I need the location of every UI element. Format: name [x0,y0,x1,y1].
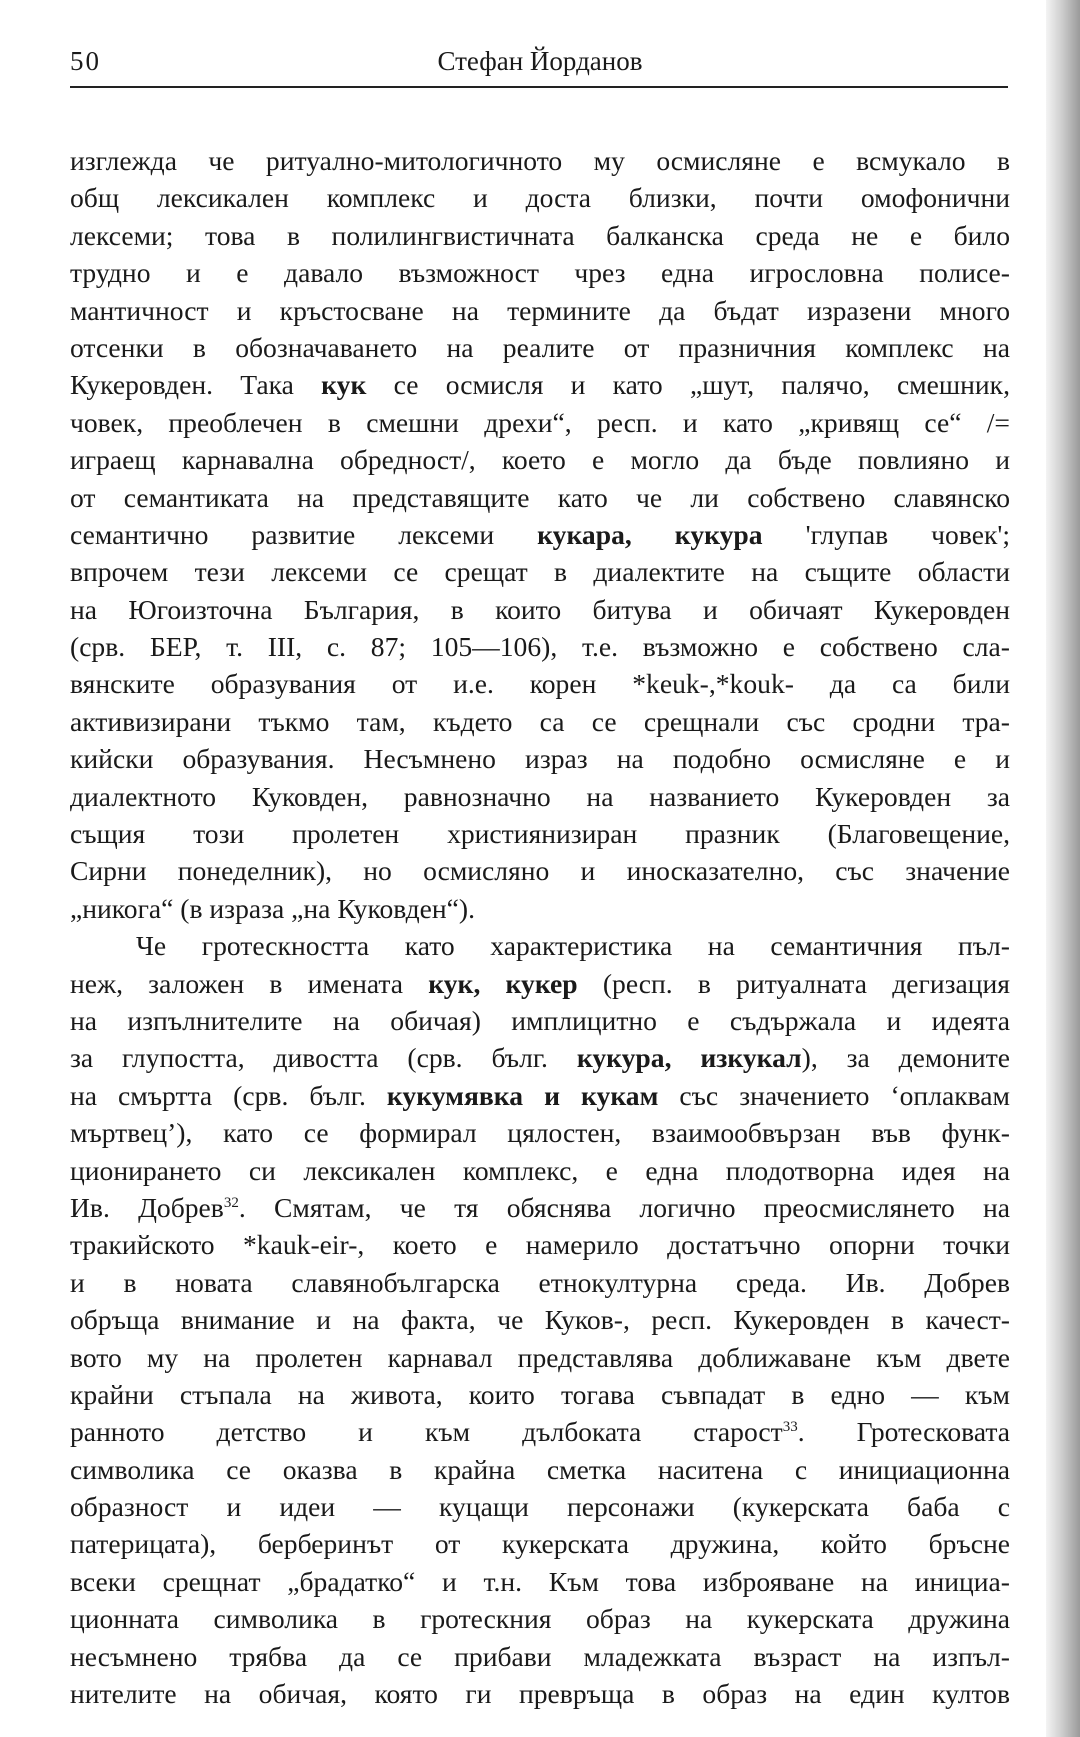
text-line [70,516,1010,553]
text-line [70,1226,1010,1263]
text-line [70,740,1010,777]
text-run: нителите на обичая, която ги превръща в образ на един култов [70,1678,1010,1710]
text-line [70,852,1010,889]
text-line [70,1638,1010,1675]
text-run: образност и идеи — куцащи персонажи (кукерската баба с [70,1491,1010,1523]
bold-term: кукура, изкукал [576,1042,802,1074]
text-run: ционирането си лексикален комплекс, е една плодотворна идея на [70,1154,1010,1186]
text-line [70,254,1010,291]
text-line [70,1525,1010,1562]
text-line [70,1413,1010,1450]
text-run: диалектното Куковден, равнозначно на названието Кукеровден за [70,780,1010,812]
text-line [70,815,1010,852]
text-run: лексеми; това в полилингвистичната балканска среда не е било [70,219,1010,251]
text-line [70,665,1010,702]
page-edge-shadow [1046,0,1080,1737]
text-line [70,1451,1010,1488]
text-run: изглежда че ритуално-митологичното му осмисляне е всмукало в [70,145,1010,176]
bold-term: кук, кукер [428,967,578,999]
text-line [70,890,1010,927]
text-run: от семантиката на представящите като че ли собствено славянско [70,481,1010,513]
running-head: Стефан Йорданов [437,46,643,76]
text-run: общ лексикален комплекс и доста близки, почти омофонични [70,182,1010,214]
text-run: несъмнено трябва да се прибави младежката възраст на изпъл- [70,1640,1010,1672]
text-run: със значението ‘оплаквам [658,1079,1010,1111]
text-line [70,479,1010,516]
text-line [70,1264,1010,1301]
text-run: обръща внимание и на факта, че Куков-, респ. Кукеровден в качест- [70,1304,1010,1336]
text-run: мантичност и кръстосване на термините да бъдат изразени много [70,294,1010,326]
text-run: трудно и е давало възможност чрез една игрословна полисе- [70,257,1010,289]
bold-term: кукара, кукура [537,518,763,550]
text-line [70,1600,1010,1637]
text-line [70,142,1010,179]
text-line [70,927,1010,964]
text-run: (респ. в ритуалната дегизация [577,967,1010,999]
text-run: на изпълнителите на обичая) имплицитно е съдържала и идеята [70,1004,1010,1036]
text-run: (срв. БЕР, т. III, с. 87; 105—106), т.е. възможно е собствено сла- [70,631,1010,663]
text-run: ранното детство и към дълбоката старост [70,1416,783,1448]
bold-term: кук [321,369,367,401]
text-run: символика се оказва в крайна сметка наситена с инициационна [70,1453,1010,1485]
footnote-ref: 32 [223,1194,239,1211]
text-run: тракийското *kauk-eir-, което е намерило достатъчно опорни точки [70,1229,1010,1261]
body-text [70,142,1010,1712]
text-run: Че гротескността като характеристика на семантичния пъл- [136,930,1010,962]
text-run: вянските образувания от и.е. корен *keuk-,*kouk- да са били [70,668,1010,700]
text-run: за глупостта, дивостта (срв. бълг. [70,1042,577,1074]
text-run: играещ карнавална обредност/, което е могло да бъде повлияно и [70,444,1010,476]
text-run: на Югоизточна България, в които битува и обичаят Кукеровден [70,593,1010,625]
bold-term: кукумявка и кукам [386,1079,659,1111]
text-run: . Гротесковата [797,1416,1010,1448]
text-run: се осмисля и като „шут, палячо, смешник, [366,369,1010,401]
text-run: човек, преоблечен в смешни дрехи“, респ. и като „кривящ се“ /= [70,406,1010,438]
text-run: . Смятам, че тя обяснява логично преосмислянето на [238,1191,1010,1223]
text-line [70,1376,1010,1413]
text-line [70,179,1010,216]
text-run: активизирани тъкмо там, където са се срещнали със сродни тра- [70,705,1010,737]
text-line [70,292,1010,329]
footnote-ref: 33 [782,1419,798,1436]
text-run: Кукеровден. Така [70,369,322,401]
text-run: Сирни понеделник), но осмисляно и иносказателно, със значение [70,855,1010,887]
text-line [70,1039,1010,1076]
text-line [70,1077,1010,1114]
text-run: мъртвец’), като се формирал цялостен, взаимообвързан във функ- [70,1117,1010,1149]
text-run: семантично развитие лексеми [70,518,538,550]
text-run: отсенки в обозначаването на реалите от празничния комплекс на [70,331,1010,363]
text-run: „никога“ (в израза „на Куковден“). [70,892,475,924]
text-run: 'глупав човек'; [762,518,1010,550]
text-run: и в новата славянобългарска етнокултурна среда. Ив. Добрев [70,1266,1010,1298]
text-line [70,1189,1010,1226]
text-line [70,404,1010,441]
text-line [70,441,1010,478]
text-line [70,778,1010,815]
text-run: патерицата), берберинът от кукерската дружина, който бръсне [70,1528,1010,1560]
text-run: всеки срещнат „брадатко“ и т.н. Към това изброяване на инициа- [70,1565,1010,1597]
text-line [70,1563,1010,1600]
text-line [70,628,1010,665]
text-line [70,591,1010,628]
text-line [70,329,1010,366]
text-line [70,366,1010,403]
text-run: неж, заложен в имената [70,967,429,999]
text-run: на смъртта (срв. бълг. [70,1079,387,1111]
text-run: същия този пролетен християнизиран празник (Благовещение, [70,818,1010,850]
header-rule [70,86,1008,88]
text-run: вото му на пролетен карнавал представлява доближаване към двете [70,1341,1010,1373]
text-line [70,1339,1010,1376]
text-line [70,553,1010,590]
text-line [70,217,1010,254]
text-line [70,1301,1010,1338]
page-number: 50 [70,46,101,76]
text-run: Ив. Добрев [70,1191,224,1223]
text-run: ционната символика в гротескния образ на кукерската дружина [70,1603,1010,1635]
text-run: кийски образувания. Несъмнено израз на подобно осмисляне е и [70,743,1010,775]
text-run: впрочем тези лексеми се срещат в диалектите на същите области [70,556,1010,588]
text-run: ), за демоните [801,1042,1010,1074]
text-line [70,1488,1010,1525]
text-line [70,965,1010,1002]
text-line [70,703,1010,740]
text-line [70,1114,1010,1151]
text-line [70,1152,1010,1189]
page-header [70,46,1010,86]
text-run: крайни стъпала на живота, които тогава съвпадат в едно — към [70,1378,1010,1410]
text-line [70,1002,1010,1039]
text-line [70,1675,1010,1712]
